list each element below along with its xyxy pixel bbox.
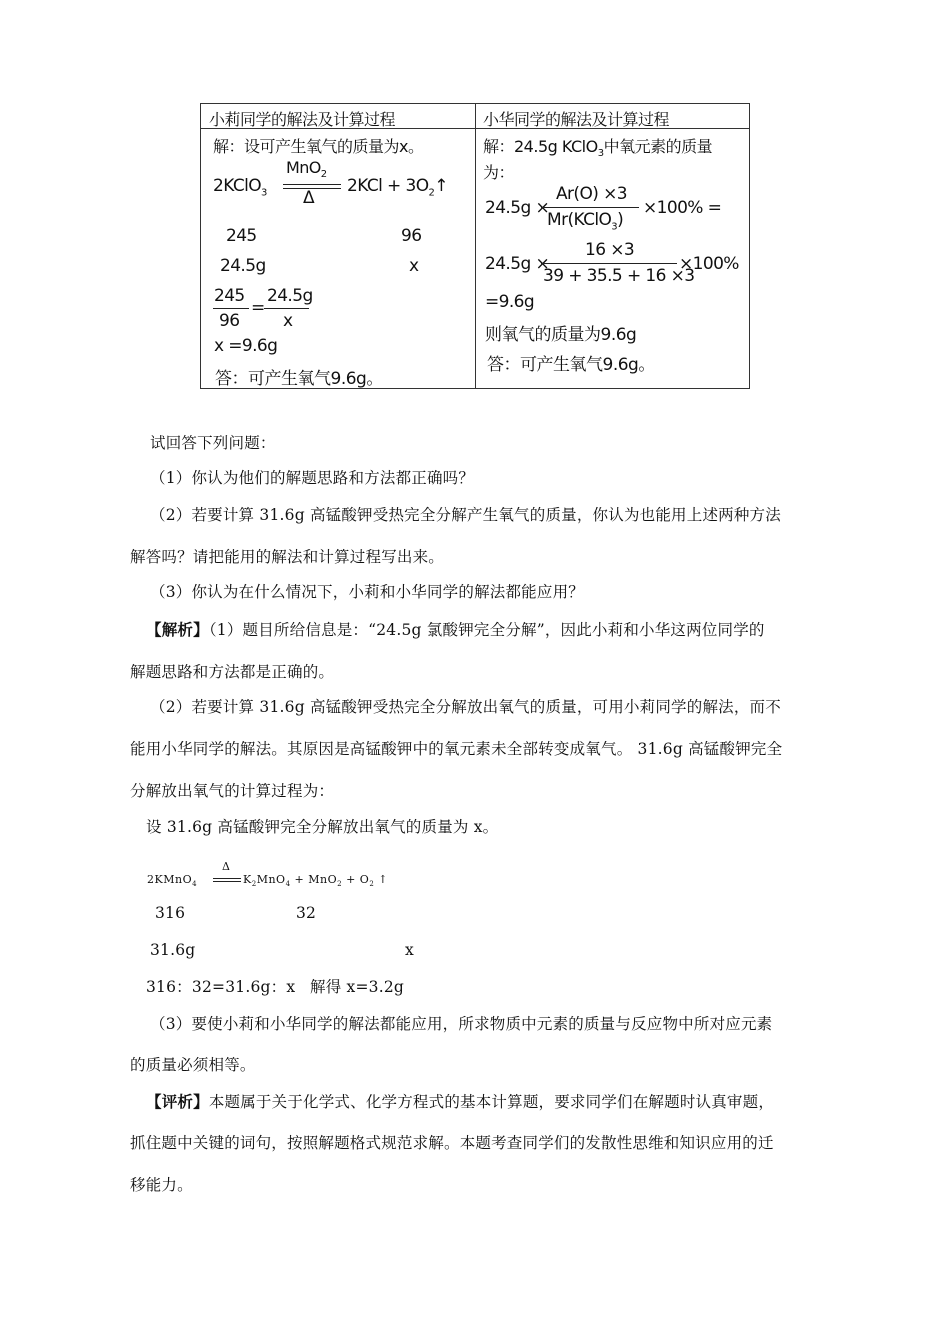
heat-symbol: Δ xyxy=(303,188,315,208)
kmno4-molar-mass: 316 xyxy=(155,904,186,922)
mass-reactant: 24.5g xyxy=(220,256,266,276)
ratio-equals: = xyxy=(251,298,265,318)
formula2-fraction-line xyxy=(541,263,677,264)
analysis-part2-line-2: 能用小华同学的解法。其原因是高锰酸钾中的氧元素未全部转变成氧气。 31.6g 高锰酸钾完全 xyxy=(130,740,783,758)
xiaohua-setup-line-2: 为： xyxy=(483,163,515,182)
analysis-part3-line-2: 的质量必须相等。 xyxy=(130,1056,256,1074)
ratio-numerator-left: 245 xyxy=(214,286,245,306)
ratio-line-left xyxy=(213,308,249,309)
kmno4-equals-sign xyxy=(213,878,241,882)
xiaoli-result: x =9.6g xyxy=(214,336,278,356)
formula2-numerator: 16 ×3 xyxy=(585,240,635,260)
o2-molar-mass: 32 xyxy=(296,904,317,922)
question-2-line-1: （2）若要计算 31.6g 高锰酸钾受热完全分解产生氧气的质量，你认为也能用上述两种方法 xyxy=(150,506,781,524)
products-formula: $2KCl + 3O_2↑$ xyxy=(347,176,448,199)
reactant-formula: 2KClO$_3$ xyxy=(213,176,267,199)
formula1-prefix: 24.5g × xyxy=(485,198,550,218)
analysis-line-1: 【解析】（1）题目所给信息是：“24.5g 氯酸钾完全分解”，因此小莉和小华这两位同学的 xyxy=(146,620,765,639)
ratio-denominator-left: 96 xyxy=(219,311,240,331)
comment-line-3: 移能力。 xyxy=(130,1176,193,1194)
molar-mass-oxygen: 96 xyxy=(401,226,422,246)
comment-line-2: 抓住题中关键的词句，按照解题格式规范求解。本题考查同学们的发散性思维和知识应用的迁 xyxy=(130,1134,774,1152)
kmno4-heat-symbol: Δ xyxy=(222,860,231,873)
formula2-denominator: 39 + 35.5 + 16 ×3 xyxy=(543,266,695,286)
formula1-numerator: Ar(O) ×3 xyxy=(556,184,627,204)
xiaohua-setup-line: 解：24.5g KClO$_3$中氧元素的质量 xyxy=(483,137,713,160)
formula1-denominator: Mr(KClO$_3$) xyxy=(547,210,624,233)
question-1: （1）你认为他们的解题思路和方法都正确吗？ xyxy=(150,469,475,487)
analysis-tag: 【解析】 xyxy=(146,620,209,639)
catalyst-label: MnO$_2$ xyxy=(286,158,327,181)
kmno4-mass: 31.6g xyxy=(150,941,196,959)
right-column-header: 小华同学的解法及计算过程 xyxy=(483,110,670,129)
question-2-line-2: 解答吗？请把能用的解法和计算过程写出来。 xyxy=(130,548,445,566)
kmno4-products: $K_2MnO_4 + MnO_2 + O_2$ ↑ xyxy=(243,873,388,889)
xiaoli-setup-line: 解：设可产生氧气的质量为x。 xyxy=(213,137,424,156)
formula2-suffix: ×100% xyxy=(679,254,739,274)
kmno4-reactant: 2KMnO$_4$ xyxy=(147,873,198,889)
ratio-denominator-right: x xyxy=(283,311,293,331)
formula1-fraction-line xyxy=(541,207,639,208)
table-column-divider xyxy=(475,104,476,388)
question-3: （3）你认为在什么情况下，小莉和小华同学的解法都能应用？ xyxy=(150,583,584,601)
formula2-prefix: 24.5g × xyxy=(485,254,550,274)
oxygen-mass-line: 则氧气的质量为9.6g xyxy=(485,325,637,345)
formula1-suffix: ×100% = xyxy=(643,198,722,218)
solve-result: 解得 x=3.2g xyxy=(310,978,405,996)
comment-tag: 【评析】 xyxy=(146,1092,209,1111)
xiaohua-answer: 答：可产生氧气9.6g。 xyxy=(487,355,655,375)
xiaohua-result: =9.6g xyxy=(485,292,535,312)
ratio-equation: 316：32=31.6g：x xyxy=(146,978,296,996)
mass-unknown: x xyxy=(409,256,419,276)
analysis-part2-line-3: 分解放出氧气的计算过程为： xyxy=(130,782,335,800)
analysis-setup: 设 31.6g 高锰酸钾完全分解放出氧气的质量为 x。 xyxy=(146,818,499,836)
ratio-line-right xyxy=(264,308,309,309)
questions-intro: 试回答下列问题： xyxy=(150,434,276,452)
left-column-header: 小莉同学的解法及计算过程 xyxy=(209,110,396,129)
xiaoli-answer: 答：可产生氧气9.6g。 xyxy=(215,369,383,389)
analysis-line-2: 解题思路和方法都是正确的。 xyxy=(130,663,335,681)
analysis-part2-line-1: （2）若要计算 31.6g 高锰酸钾受热完全分解放出氧气的质量，可用小莉同学的解法，而不 xyxy=(150,698,781,716)
ratio-numerator-right: 24.5g xyxy=(267,286,313,306)
solutions-table xyxy=(200,103,750,389)
comment-line-1: 【评析】本题属于关于化学式、化学方程式的基本计算题，要求同学们在解题时认真审题， xyxy=(146,1092,775,1111)
molar-mass-reactant: 245 xyxy=(226,226,257,246)
o2-unknown: x xyxy=(405,941,414,959)
analysis-part3-line-1: （3）要使小莉和小华同学的解法都能应用，所求物质中元素的质量与反应物中所对应元素 xyxy=(150,1015,773,1033)
